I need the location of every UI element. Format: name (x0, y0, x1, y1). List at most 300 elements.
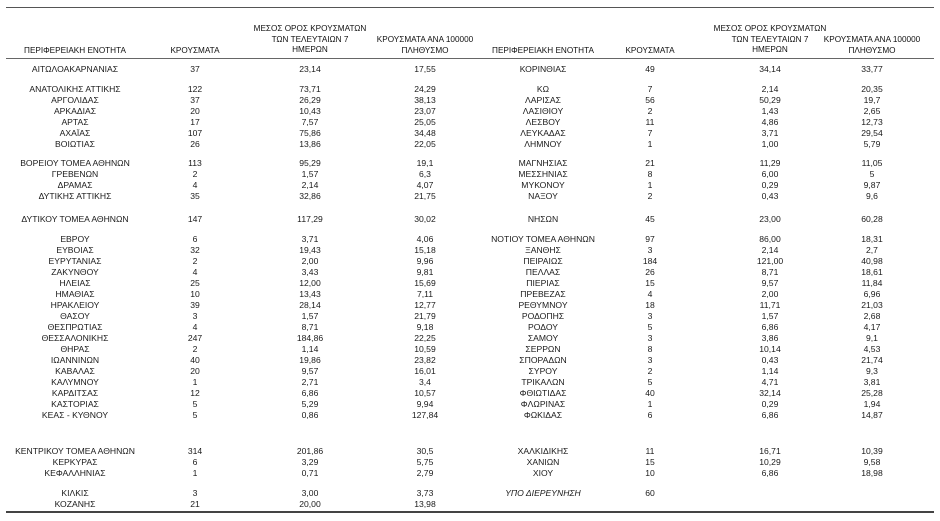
cell-rate: 23,82 (414, 355, 436, 365)
cell-cases: 3 (647, 311, 653, 321)
cell-name: ΑΡΤΑΣ (61, 117, 89, 127)
cell-name: ΚΕΑΣ - ΚΥΘΝΟΥ (41, 410, 109, 420)
cell-avg: 4,86 (761, 117, 779, 127)
cell-cases: 4 (192, 322, 198, 332)
cell-rate: 30,5 (416, 446, 434, 456)
cell-cases: 15 (645, 457, 655, 467)
cell-avg: 121,00 (756, 256, 784, 266)
table-row (0, 446, 940, 457)
cell-avg: 20,00 (299, 499, 321, 509)
cell-rate: 14,87 (861, 410, 883, 420)
cell-avg: 9,57 (301, 366, 319, 376)
cell-rate: 17,55 (414, 64, 436, 74)
cell-avg: 50,29 (759, 95, 781, 105)
cell-name: ΚΑΒΑΛΑΣ (55, 366, 95, 376)
cell-cases: 3 (647, 355, 653, 365)
cell-rate: 22,25 (414, 333, 436, 343)
cell-name: ΗΡΑΚΛΕΙΟΥ (50, 300, 100, 310)
cell-rate: 19,1 (416, 158, 434, 168)
cell-rate: 9,58 (863, 457, 881, 467)
cell-avg: 9,57 (761, 278, 779, 288)
cell-avg: 2,14 (761, 84, 779, 94)
cell-rate: 40,98 (861, 256, 883, 266)
cell-cases: 4 (192, 180, 198, 190)
cell-rate: 12,73 (861, 117, 883, 127)
cell-avg: 23,00 (759, 214, 781, 224)
cell-cases: 122 (187, 84, 203, 94)
cell-rate: 5,79 (863, 139, 881, 149)
cell-rate: 9,3 (866, 366, 878, 376)
table-row (0, 399, 940, 410)
cell-cases: 97 (645, 234, 655, 244)
cell-avg: 1,57 (761, 311, 779, 321)
cell-avg: 26,29 (299, 95, 321, 105)
cell-cases: 6 (192, 234, 198, 244)
table-row (0, 322, 940, 333)
cell-rate: 30,02 (414, 214, 436, 224)
cell-name: ΧΑΝΙΩΝ (526, 457, 560, 467)
cell-cases: 2 (647, 106, 653, 116)
cell-name: ΚΕΡΚΥΡΑΣ (52, 457, 98, 467)
cell-rate: 1,94 (863, 399, 881, 409)
cell-name: ΠΕΙΡΑΙΩΣ (523, 256, 563, 266)
cell-rate: 34,48 (414, 128, 436, 138)
cell-avg: 3,71 (761, 128, 779, 138)
cell-avg: 10,29 (759, 457, 781, 467)
table-row (0, 388, 940, 399)
cell-avg: 0,29 (761, 180, 779, 190)
cell-rate: 6,96 (863, 289, 881, 299)
cell-name: ΑΧΑΪΑΣ (59, 128, 91, 138)
cell-cases: 113 (188, 158, 202, 168)
table-row (0, 106, 940, 117)
cell-cases: 60 (645, 488, 655, 498)
cell-cases: 5 (192, 399, 198, 409)
cell-name: ΚΙΛΚΙΣ (61, 488, 89, 498)
cell-rate: 5 (869, 169, 875, 179)
table-row (0, 256, 940, 267)
cell-cases: 20 (190, 106, 200, 116)
cell-name: ΚΩ (536, 84, 550, 94)
cell-name: ΡΕΘΥΜΝΟΥ (518, 300, 568, 310)
cell-rate: 24,29 (414, 84, 436, 94)
cell-cases: 4 (647, 289, 653, 299)
table-row (0, 355, 940, 366)
cell-name: ΘΕΣΠΡΩΤΙΑΣ (47, 322, 103, 332)
table-row (0, 344, 940, 355)
cell-avg: 75,86 (299, 128, 321, 138)
table-row (0, 214, 940, 225)
cell-rate: 127,84 (411, 410, 439, 420)
cell-name: ΔΥΤΙΚΗΣ ΑΤΤΙΚΗΣ (38, 191, 112, 201)
cell-cases: 3 (192, 311, 198, 321)
cell-avg: 8,71 (761, 267, 779, 277)
cell-name: ΚΟΡΙΝΘΙΑΣ (519, 64, 567, 74)
cell-avg: 86,00 (759, 234, 781, 244)
cell-rate: 9,94 (416, 399, 434, 409)
cell-rate: 4,17 (863, 322, 881, 332)
cell-cases: 6 (647, 410, 653, 420)
cell-name: ΧΑΛΚΙΔΙΚΗΣ (517, 446, 569, 456)
cell-cases: 1 (647, 399, 653, 409)
cell-avg: 8,71 (301, 322, 319, 332)
cell-cases: 2 (192, 169, 198, 179)
cell-name: ΜΕΣΣΗΝΙΑΣ (518, 169, 568, 179)
cell-avg: 73,71 (299, 84, 321, 94)
cell-avg: 10,14 (759, 344, 781, 354)
cell-cases: 8 (647, 169, 653, 179)
cell-cases: 3 (647, 333, 653, 343)
cell-cases: 2 (647, 366, 653, 376)
cell-rate: 3,4 (419, 377, 431, 387)
cell-avg: 32,86 (299, 191, 321, 201)
cell-name: ΑΙΤΩΛΟΑΚΑΡΝΑΝΙΑΣ (31, 64, 119, 74)
cell-rate: 21,75 (414, 191, 436, 201)
cell-cases: 5 (647, 377, 653, 387)
cell-avg: 3,43 (301, 267, 319, 277)
cell-rate: 21,03 (861, 300, 883, 310)
cell-name: ΓΡΕΒΕΝΩΝ (51, 169, 99, 179)
cell-name: ΖΑΚΥΝΘΟΥ (51, 267, 99, 277)
cell-cases: 39 (190, 300, 200, 310)
cell-rate: 10,57 (414, 388, 436, 398)
cell-avg: 1,57 (301, 169, 319, 179)
cell-rate: 4,07 (416, 180, 434, 190)
cell-rate: 3,81 (863, 377, 881, 387)
cell-name: ΘΗΡΑΣ (60, 344, 90, 354)
cell-avg: 1,43 (761, 106, 779, 116)
cell-name: ΣΥΡΟΥ (528, 366, 558, 376)
table-row (0, 468, 940, 479)
cell-avg: 6,00 (761, 169, 779, 179)
table-row (0, 457, 940, 468)
table-row (0, 377, 940, 388)
cell-name: ΕΥΒΟΙΑΣ (56, 245, 94, 255)
cell-name: ΑΡΚΑΔΙΑΣ (53, 106, 97, 116)
cell-cases: 2 (192, 344, 198, 354)
cell-rate: 60,28 (861, 214, 883, 224)
cell-name: ΛΕΥΚΑΔΑΣ (520, 128, 566, 138)
cell-name: ΘΕΣΣΑΛΟΝΙΚΗΣ (41, 333, 109, 343)
cell-avg: 6,86 (761, 410, 779, 420)
cell-rate: 9,81 (416, 267, 434, 277)
cell-rate: 21,79 (414, 311, 436, 321)
cell-rate: 4,06 (416, 234, 434, 244)
cell-avg: 0,86 (301, 410, 319, 420)
cell-avg: 1,00 (761, 139, 779, 149)
cell-cases: 247 (187, 333, 203, 343)
cell-rate: 23,07 (414, 106, 436, 116)
cell-avg: 1,14 (761, 366, 779, 376)
table-row (0, 169, 940, 180)
cell-rate: 22,05 (414, 139, 436, 149)
cell-rate: 3,73 (416, 488, 434, 498)
cell-cases: 314 (187, 446, 203, 456)
cell-name: ΝΗΣΩΝ (527, 214, 559, 224)
cell-rate: 33,77 (861, 64, 883, 74)
cell-cases: 26 (190, 139, 200, 149)
cell-rate: 18,31 (861, 234, 883, 244)
cell-rate: 21,74 (861, 355, 883, 365)
cell-cases: 5 (192, 410, 198, 420)
cell-name: ΥΠΟ ΔΙΕΡΕΥΝΗΣΗ (505, 488, 581, 498)
cell-rate: 25,28 (861, 388, 883, 398)
cell-cases: 18 (645, 300, 655, 310)
cell-rate: 9,18 (416, 322, 434, 332)
cell-name: ΔΥΤΙΚΟΥ ΤΟΜΕΑ ΑΘΗΝΩΝ (21, 214, 129, 224)
cell-cases: 21 (645, 158, 655, 168)
cell-cases: 15 (645, 278, 655, 288)
cell-avg: 11,29 (759, 158, 781, 168)
cell-name: ΠΡΕΒΕΖΑΣ (520, 289, 566, 299)
cell-rate: 4,53 (863, 344, 881, 354)
table-row (0, 180, 940, 191)
cell-avg: 34,14 (759, 64, 781, 74)
table-row (0, 311, 940, 322)
header-avg-right: ΜΕΣΟΣ ΟΡΟΣ ΚΡΟΥΣΜΑΤΩΝ ΤΩΝ ΤΕΛΕΥΤΑΙΩΝ 7 ΗΜΕΡΩΝ (713, 24, 827, 54)
cell-name: ΝΑΞΟΥ (528, 191, 558, 201)
cell-rate: 2,65 (863, 106, 881, 116)
cell-name: ΦΩΚΙΔΑΣ (523, 410, 563, 420)
cell-cases: 56 (645, 95, 655, 105)
cell-rate: 19,7 (863, 95, 881, 105)
cell-name: ΘΑΣΟΥ (60, 311, 90, 321)
cell-avg: 28,14 (299, 300, 321, 310)
cell-cases: 35 (190, 191, 200, 201)
cell-name: ΝΟΤΙΟΥ ΤΟΜΕΑ ΑΘΗΝΩΝ (491, 234, 595, 244)
cell-avg: 201,86 (296, 446, 324, 456)
cell-cases: 25 (190, 278, 200, 288)
header-divider (6, 58, 934, 59)
cell-name: ΛΕΣΒΟΥ (525, 117, 561, 127)
cell-avg: 19,86 (299, 355, 321, 365)
cell-avg: 4,71 (761, 377, 779, 387)
cell-name: ΔΡΑΜΑΣ (57, 180, 93, 190)
cell-avg: 2,71 (301, 377, 319, 387)
cell-rate: 9,1 (866, 333, 878, 343)
header-region-left: ΠΕΡΙΦΕΡΕΙΑΚΗ ΕΝΟΤΗΤΑ (24, 46, 126, 55)
cell-rate: 10,39 (861, 446, 883, 456)
cell-name: ΒΟΙΩΤΙΑΣ (55, 139, 95, 149)
cell-rate: 15,69 (414, 278, 436, 288)
header-rate-left: ΚΡΟΥΣΜΑΤΑ ΑΝΑ 100000 ΠΛΗΘΥΣΜΟ (376, 35, 474, 55)
cell-avg: 0,43 (761, 191, 779, 201)
table-row (0, 333, 940, 344)
cell-avg: 6,86 (301, 388, 319, 398)
cell-cases: 10 (645, 468, 655, 478)
header-avg-left: ΜΕΣΟΣ ΟΡΟΣ ΚΡΟΥΣΜΑΤΩΝ ΤΩΝ ΤΕΛΕΥΤΑΙΩΝ 7 ΗΜΕΡΩΝ (253, 24, 367, 54)
cell-name: ΜΑΓΝΗΣΙΑΣ (518, 158, 568, 168)
cell-avg: 2,00 (761, 289, 779, 299)
cell-avg: 3,86 (761, 333, 779, 343)
cell-avg: 1,57 (301, 311, 319, 321)
cell-avg: 1,14 (301, 344, 319, 354)
cell-cases: 184 (642, 256, 658, 266)
cell-name: ΠΕΛΛΑΣ (525, 267, 561, 277)
cell-avg: 13,86 (299, 139, 321, 149)
cell-cases: 37 (190, 95, 200, 105)
cell-name: ΙΩΑΝΝΙΝΩΝ (50, 355, 100, 365)
cell-cases: 45 (645, 214, 655, 224)
cell-rate: 9,6 (866, 191, 878, 201)
cell-cases: 20 (190, 366, 200, 376)
cell-avg: 3,71 (301, 234, 319, 244)
cell-rate: 13,98 (414, 499, 436, 509)
cell-rate: 25,05 (414, 117, 436, 127)
cell-avg: 10,43 (299, 106, 321, 116)
table-row (0, 245, 940, 256)
cell-rate: 6,3 (419, 169, 431, 179)
cell-cases: 40 (190, 355, 200, 365)
cell-cases: 1 (647, 180, 653, 190)
cell-rate: 9,87 (863, 180, 881, 190)
cell-avg: 23,14 (299, 64, 321, 74)
cell-cases: 12 (190, 388, 200, 398)
table-row (0, 139, 940, 150)
cell-avg: 3,29 (301, 457, 319, 467)
table-row (0, 410, 940, 421)
cell-cases: 3 (192, 488, 198, 498)
cell-name: ΜΥΚΟΝΟΥ (521, 180, 565, 190)
cell-name: ΛΑΣΙΘΙΟΥ (522, 106, 564, 116)
table-row (0, 64, 940, 75)
cell-rate: 2,68 (863, 311, 881, 321)
cell-cases: 2 (647, 191, 653, 201)
cell-cases: 11 (645, 446, 655, 456)
cell-cases: 107 (187, 128, 203, 138)
cell-avg: 6,86 (761, 322, 779, 332)
cell-rate: 11,05 (861, 158, 883, 168)
cell-avg: 16,71 (759, 446, 781, 456)
cell-name: ΧΙΟΥ (532, 468, 554, 478)
cell-cases: 1 (647, 139, 653, 149)
table-row (0, 128, 940, 139)
cell-rate: 29,54 (861, 128, 883, 138)
table-row (0, 191, 940, 202)
table-row (0, 234, 940, 245)
cell-cases: 2 (192, 256, 198, 266)
cell-cases: 3 (647, 245, 653, 255)
cell-avg: 11,71 (759, 300, 781, 310)
table-row (0, 267, 940, 278)
cell-avg: 12,00 (299, 278, 321, 288)
header-cases-right: ΚΡΟΥΣΜΑΤΑ (625, 46, 675, 55)
cell-name: ΚΕΝΤΡΙΚΟΥ ΤΟΜΕΑ ΑΘΗΝΩΝ (15, 446, 135, 456)
cell-name: ΚΑΡΔΙΤΣΑΣ (51, 388, 99, 398)
header-cases-left: ΚΡΟΥΣΜΑΤΑ (170, 46, 220, 55)
cell-avg: 2,14 (761, 245, 779, 255)
cell-avg: 0,29 (761, 399, 779, 409)
header-rate-right: ΚΡΟΥΣΜΑΤΑ ΑΝΑ 100000 ΠΛΗΘΥΣΜΟ (823, 35, 921, 55)
cell-rate: 18,98 (861, 468, 883, 478)
cell-avg: 13,43 (299, 289, 321, 299)
cell-name: ΡΟΔΟΠΗΣ (521, 311, 565, 321)
cell-rate: 12,77 (414, 300, 436, 310)
cell-cases: 40 (645, 388, 655, 398)
cell-name: ΚΑΛΥΜΝΟΥ (51, 377, 99, 387)
cell-name: ΚΕΦΑΛΛΗΝΙΑΣ (44, 468, 106, 478)
cell-rate: 16,01 (414, 366, 436, 376)
cell-name: ΚΑΣΤΟΡΙΑΣ (51, 399, 99, 409)
cell-name: ΣΑΜΟΥ (527, 333, 559, 343)
cell-avg: 2,14 (301, 180, 319, 190)
cell-cases: 7 (647, 128, 653, 138)
cell-name: ΠΙΕΡΙΑΣ (526, 278, 560, 288)
cell-rate: 11,84 (861, 278, 883, 288)
cell-cases: 11 (645, 117, 655, 127)
cell-rate: 2,7 (866, 245, 878, 255)
cell-avg: 6,86 (761, 468, 779, 478)
cell-cases: 37 (190, 64, 200, 74)
cell-cases: 26 (645, 267, 655, 277)
cell-cases: 8 (647, 344, 653, 354)
cell-name: ΣΠΟΡΑΔΩΝ (519, 355, 567, 365)
cell-name: ΦΘΙΩΤΙΔΑΣ (519, 388, 567, 398)
table-row (0, 289, 940, 300)
cell-name: ΛΗΜΝΟΥ (524, 139, 562, 149)
cell-rate: 9,96 (416, 256, 434, 266)
cell-rate: 10,59 (414, 344, 436, 354)
cell-name: ΕΒΡΟΥ (60, 234, 90, 244)
cell-name: ΦΛΩΡΙΝΑΣ (520, 399, 566, 409)
cell-rate: 38,13 (414, 95, 436, 105)
table-row (0, 499, 940, 510)
cell-avg: 5,29 (301, 399, 319, 409)
cell-cases: 7 (647, 84, 653, 94)
cell-rate: 7,11 (416, 289, 434, 299)
cell-avg: 0,71 (301, 468, 319, 478)
bottom-rule (6, 511, 934, 513)
table-row (0, 95, 940, 106)
cell-rate: 20,35 (861, 84, 883, 94)
cell-name: ΛΑΡΙΣΑΣ (525, 95, 561, 105)
cell-name: ΤΡΙΚΑΛΩΝ (521, 377, 565, 387)
cell-name: ΗΜΑΘΙΑΣ (55, 289, 95, 299)
table-row (0, 278, 940, 289)
cell-name: ΣΕΡΡΩΝ (525, 344, 561, 354)
table-row (0, 84, 940, 95)
cell-cases: 21 (190, 499, 200, 509)
table-row (0, 158, 940, 169)
top-rule (6, 7, 934, 8)
cell-cases: 49 (645, 64, 655, 74)
table-row (0, 117, 940, 128)
cell-rate: 2,79 (416, 468, 434, 478)
cell-name: ΒΟΡΕΙΟΥ ΤΟΜΕΑ ΑΘΗΝΩΝ (20, 158, 130, 168)
cell-cases: 4 (192, 267, 198, 277)
cell-avg: 19,43 (299, 245, 321, 255)
cell-avg: 2,00 (301, 256, 319, 266)
cell-name: ΕΥΡΥΤΑΝΙΑΣ (48, 256, 102, 266)
cell-avg: 7,57 (301, 117, 319, 127)
table-row (0, 300, 940, 311)
cell-avg: 117,29 (297, 214, 323, 224)
cell-name: ΑΡΓΟΛΙΔΑΣ (51, 95, 99, 105)
table-row (0, 488, 940, 499)
cell-name: ΡΟΔΟΥ (528, 322, 558, 332)
cell-cases: 1 (192, 468, 198, 478)
header-region-right: ΠΕΡΙΦΕΡΕΙΑΚΗ ΕΝΟΤΗΤΑ (492, 46, 594, 55)
cell-name: ΑΝΑΤΟΛΙΚΗΣ ΑΤΤΙΚΗΣ (29, 84, 121, 94)
cell-avg: 3,00 (301, 488, 319, 498)
cell-avg: 95,29 (299, 158, 321, 168)
cell-rate: 15,18 (414, 245, 436, 255)
cell-rate: 5,75 (416, 457, 434, 467)
cell-avg: 32,14 (759, 388, 781, 398)
cell-name: ΞΑΝΘΗΣ (525, 245, 561, 255)
cell-rate: 18,61 (861, 267, 883, 277)
cell-cases: 6 (192, 457, 198, 467)
